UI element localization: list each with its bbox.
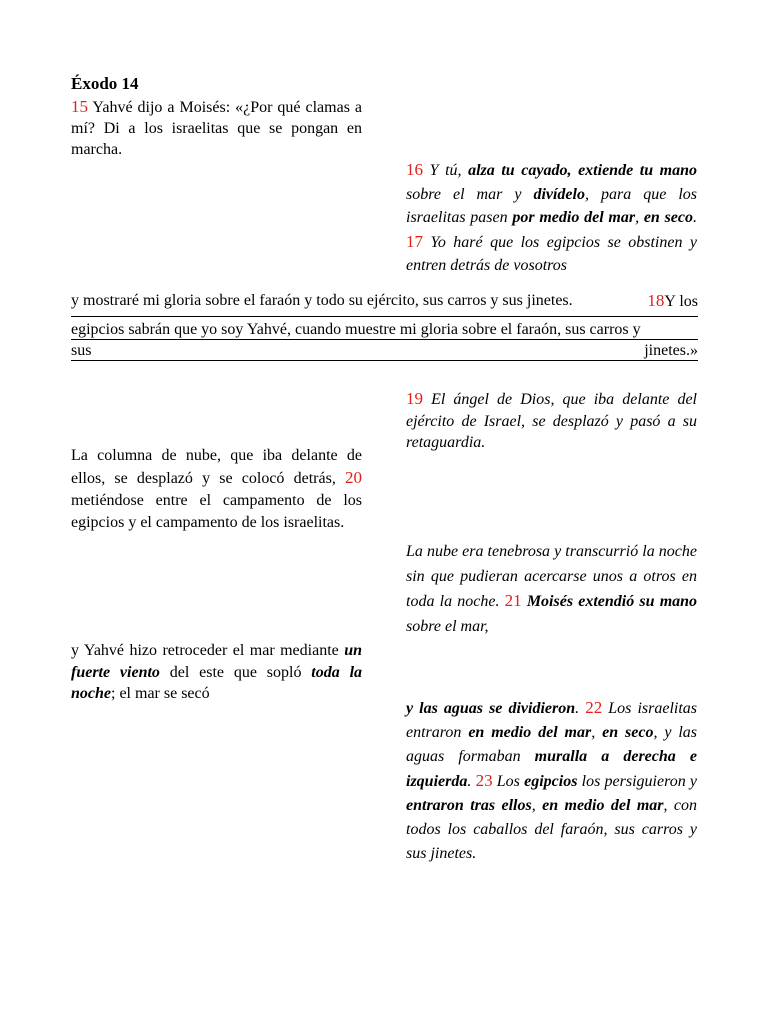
underline-3: [71, 360, 698, 361]
verse-18-text: Y los: [664, 293, 698, 310]
dark-cloud-text: La nube era tenebrosa y transcurrió la noche sin que pudieran acercarse unos a otros en toda la noche.: [406, 543, 697, 610]
verse-18-text: jinetes.»: [644, 342, 698, 359]
verse-15-text: Yahvé dijo a Moisés: «¿Por qué clamas a mí? Di a los israelitas que se pongan en marcha.: [71, 99, 362, 158]
verse-number-17: 17: [406, 231, 423, 251]
verse-16-text: , para que los israelitas pasen: [406, 185, 698, 226]
verse-21b-text: y Yahvé hizo retroceder el mar mediante: [71, 642, 345, 659]
verse-21b-bold: toda la noche: [71, 663, 363, 702]
verse-number-19: 19: [406, 389, 423, 408]
verse-18-line-2: [71, 319, 698, 341]
verse-18-line-1: [71, 290, 698, 313]
verse-21b-paragraph: [71, 640, 362, 705]
verse-21c-bold: y las aguas se dividieron: [406, 700, 576, 717]
verse-number-18: 18: [647, 291, 665, 310]
verse-16-bold: por medio del mar: [512, 209, 636, 226]
verse-17-continuation: y mostraré mi gloria sobre el faraón y todo su ejército, sus carros y sus jinetes.: [71, 292, 573, 309]
verse-19b-20-paragraph: [71, 445, 362, 534]
verse-23-bold: egipcios: [524, 773, 578, 790]
verse-19-text: El ángel de Dios, que iba delante del ejército de Israel, se desplazó y pasó a su retaguardia.: [406, 391, 698, 451]
verse-23-text: los persiguieron y: [577, 773, 698, 790]
verse-23-bold: en medio del mar: [542, 797, 664, 814]
verse-18-text: sus: [71, 342, 92, 359]
verse-16-bold: alza tu cayado, extiende tu mano: [468, 162, 698, 179]
verse-16-text: sobre el mar y: [406, 185, 534, 203]
verse-22-text: , y las aguas formaban: [406, 724, 698, 765]
verse-19-paragraph: [406, 388, 697, 454]
verse-21b-text: ; el mar se secó: [111, 685, 210, 702]
verse-22-bold: en seco: [602, 724, 654, 741]
verse-23-bold: entraron tras ellos: [406, 797, 532, 814]
verse-21b-text: del este que sopló: [159, 663, 312, 681]
document-title: Éxodo 14: [71, 74, 139, 93]
verse-21b-bold: un fuerte viento: [71, 642, 362, 681]
verse-17-text: Yo haré que los egipcios se obstinen y entren detrás de vosotros: [406, 233, 697, 274]
verse-18-text: egipcios sabrán que yo soy Yahvé, cuando muestre mi gloria sobre el faraón, sus carros y: [71, 321, 641, 338]
verse-23-text: , con todos los caballos del faraón, sus carros y sus jinetes.: [406, 797, 697, 862]
verse-16-text: Y tú,: [429, 162, 469, 179]
verse-16-text: .: [693, 209, 698, 226]
verse-22-bold: en medio del mar: [468, 724, 592, 741]
verse-16-bold: en seco: [643, 209, 694, 226]
verse-22-bold: muralla a derecha e izquierda: [406, 748, 697, 790]
verse-21-text: sobre el mar,: [406, 617, 489, 635]
verse-number-21: 21: [504, 591, 522, 610]
verse-21c-text: .: [575, 700, 580, 717]
verse-16-bold: divídelo: [533, 185, 585, 203]
verse-20b-21-paragraph: [406, 540, 697, 639]
verse-number-22: 22: [585, 698, 603, 717]
cloud-column-text: La columna de nube, que iba delante de ellos, se desplazó y se colocó detrás,: [71, 447, 362, 487]
verse-18-start: [647, 290, 698, 313]
verse-16-17-paragraph: [406, 158, 697, 278]
verse-number-15: 15: [71, 97, 88, 116]
verse-23-text: Los: [496, 773, 525, 790]
verse-22-23-paragraph: [406, 696, 697, 866]
verse-22-text: .: [467, 773, 472, 790]
verse-21-bold: Moisés extendió su mano: [526, 593, 698, 610]
verse-15-paragraph: [71, 96, 362, 160]
verse-number-16: 16: [406, 160, 423, 179]
verse-22-text: ,: [591, 724, 603, 741]
cloud-column-text: metiéndose entre el campamento de los egipcios y el campamento de los israelitas.: [71, 492, 362, 531]
verse-23-text: ,: [531, 797, 543, 814]
verse-number-23: 23: [475, 771, 493, 790]
verse-16-text: ,: [635, 209, 644, 226]
verse-number-20: 20: [345, 468, 363, 487]
verse-18-line-3: [71, 340, 698, 362]
verse-22-text: Los israelitas entraron: [406, 700, 698, 741]
underline-1: [71, 316, 698, 317]
